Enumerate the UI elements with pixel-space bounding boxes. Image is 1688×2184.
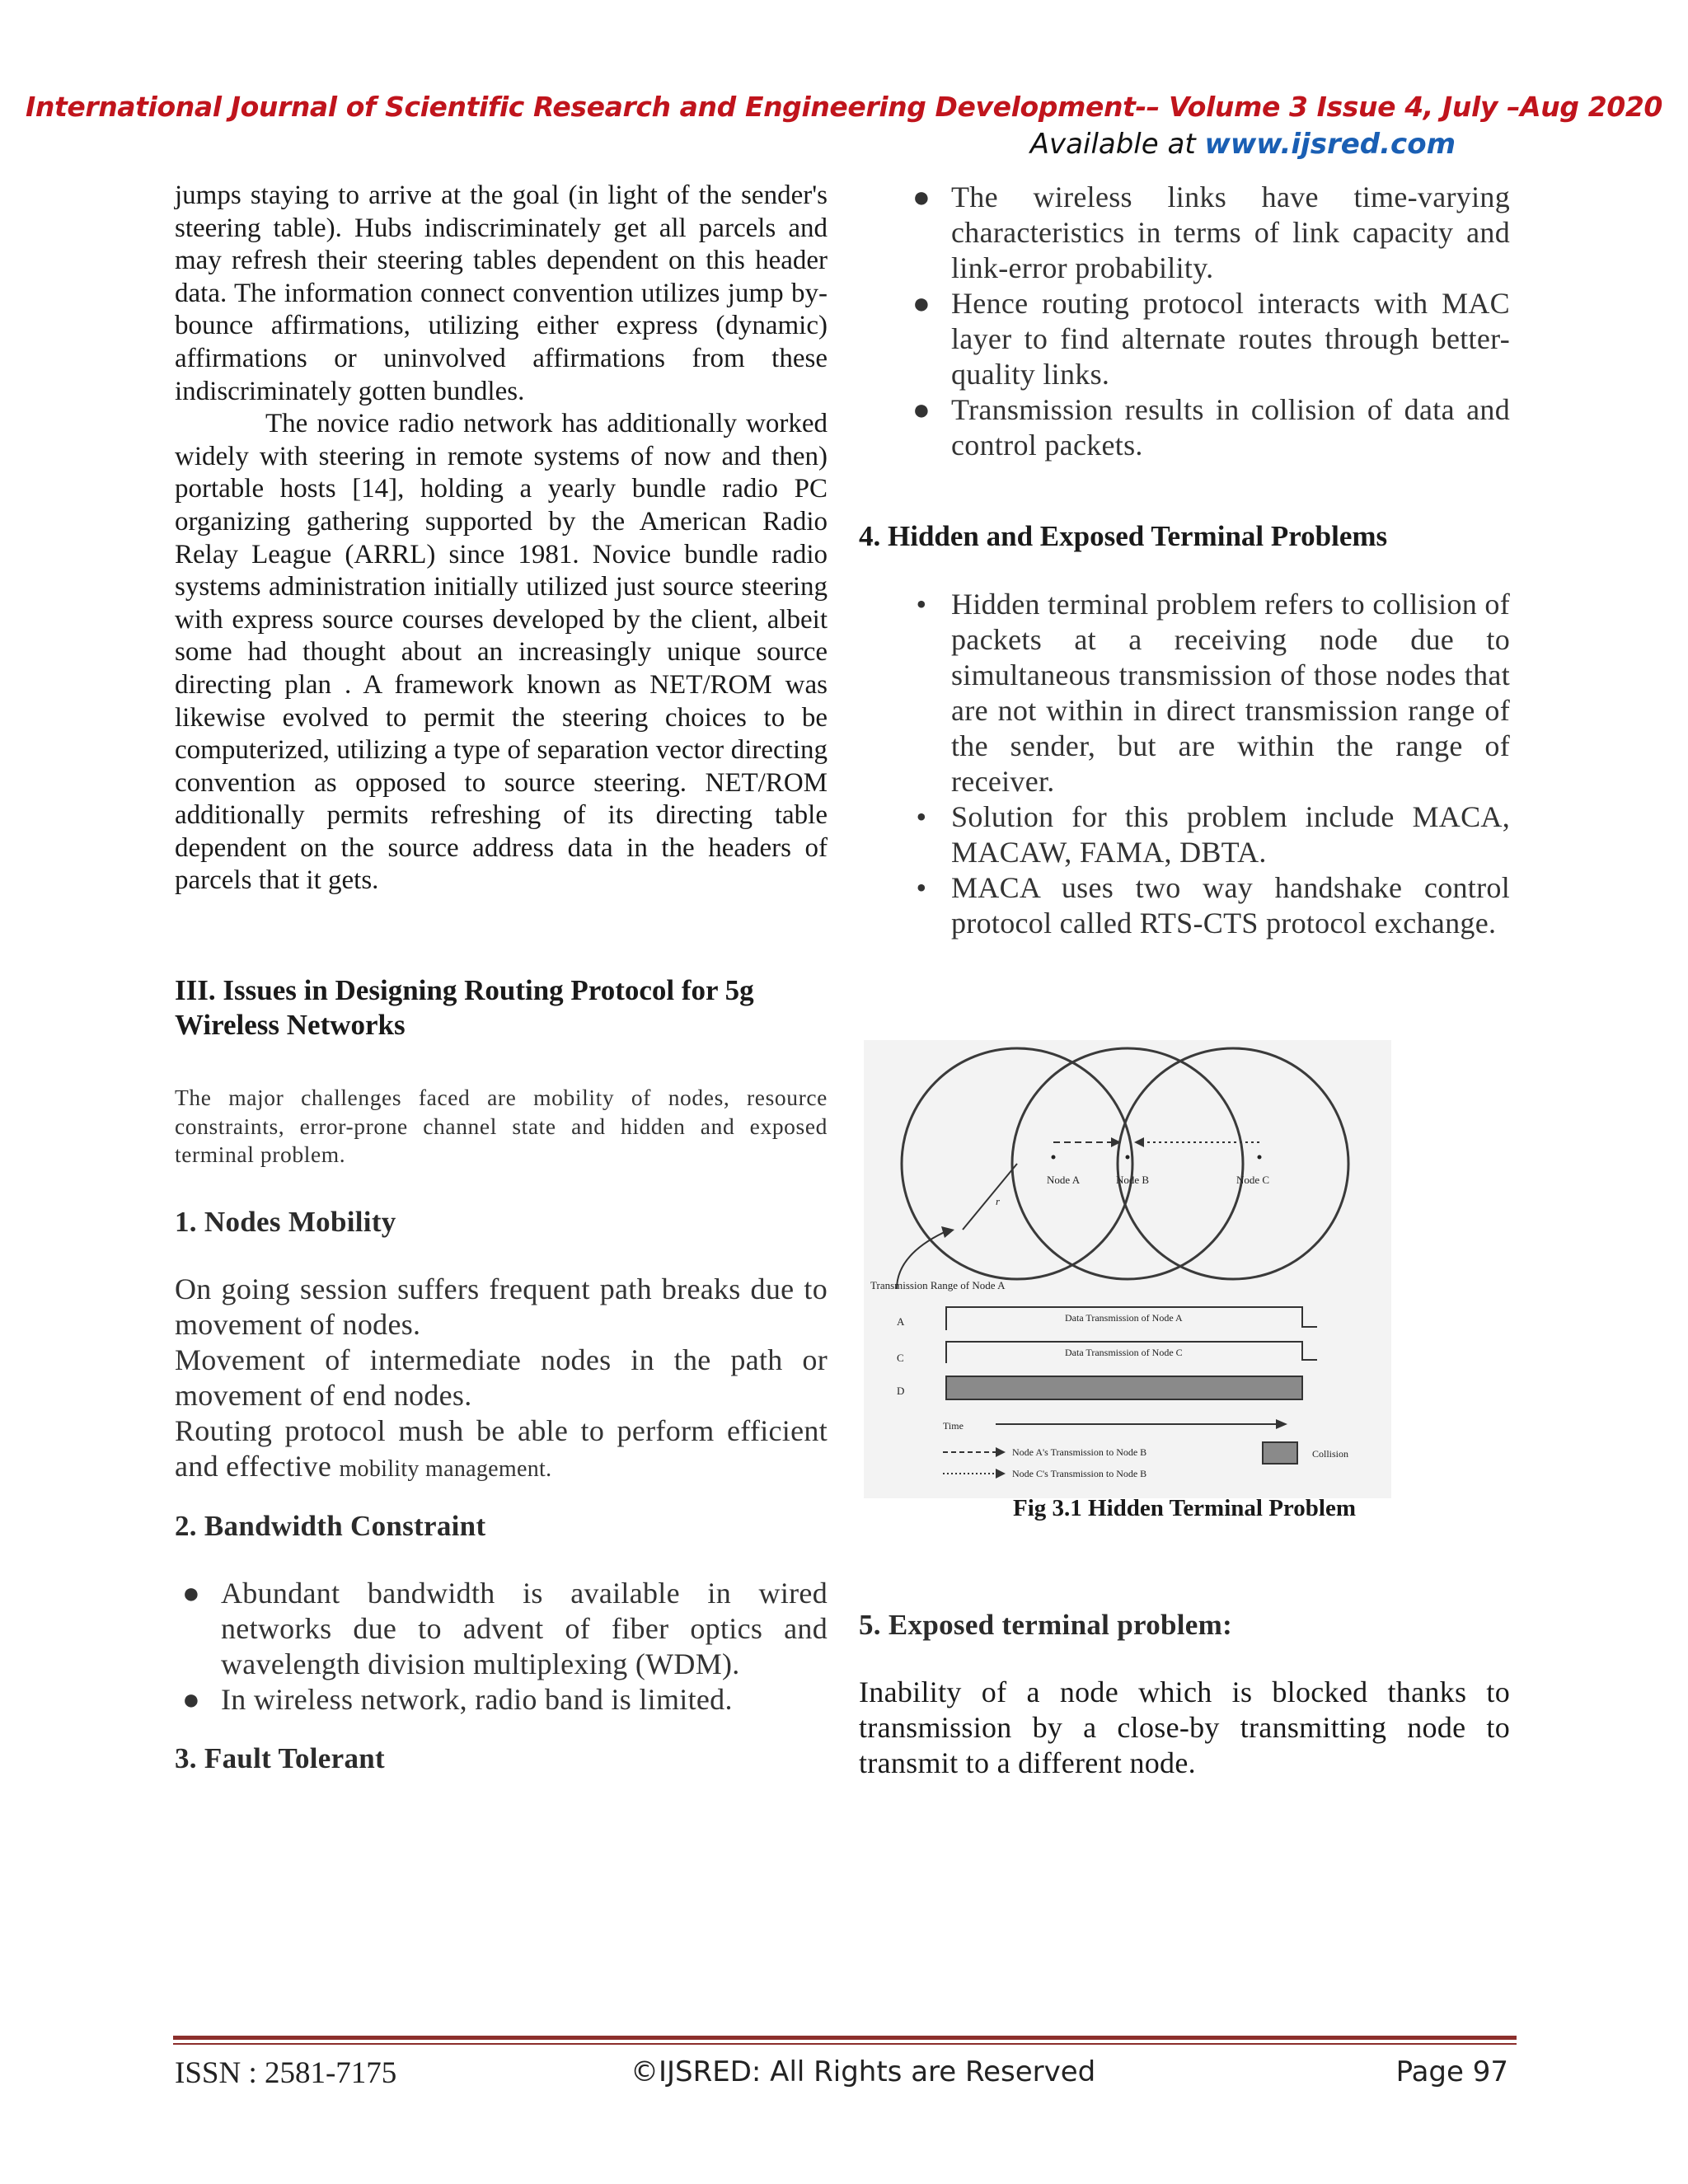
paragraph-1: jumps staying to arrive at the goal (in light of the sender's steering table). Hubs indiscriminately get all parcels and may refresh their steering tables dependent on this header data. The information connect convention utilizes jump by-bounce affirmations, utilizing either express (dynamic) affirmations or uninvolved affirmations from these indiscriminately gotten bundles. — [175, 180, 828, 406]
radius-label: r — [996, 1195, 1001, 1207]
node-c-dot — [1258, 1155, 1262, 1160]
list-item: • Solution for this problem include MACA, MACAW, FAMA, DBTA. — [905, 799, 1510, 870]
available-prefix: Available at — [1029, 128, 1205, 161]
node-b-dot — [1126, 1155, 1130, 1160]
exposed-terminal-section — [859, 1609, 1510, 1781]
list-item: ● Hence routing protocol interacts with MAC layer to find alternate routes through better-quality links. — [905, 286, 1510, 392]
range-circle-b — [1012, 1048, 1243, 1279]
left-column — [175, 180, 828, 1775]
section-intro: The major challenges faced are mobility of nodes, resource constraints, error-prone channel state and hidden and exposed terminal problem. — [175, 1085, 828, 1168]
bullet-icon: ● — [912, 393, 931, 426]
list-item: • MACA uses two way handshake control protocol called RTS-CTS protocol exchange. — [905, 870, 1510, 941]
figure-caption: Fig 3.1 Hidden Terminal Problem — [1013, 1495, 1356, 1521]
legend-c-label: Node C's Transmission to Node B — [1012, 1468, 1147, 1479]
mobility-para-3a: Routing protocol mush be able to perform efficient and effective — [175, 1413, 828, 1483]
bandwidth-list — [175, 1576, 828, 1718]
time-label: Time — [943, 1420, 964, 1432]
paragraph-2-text: The novice radio network has additionally worked widely with steering in remote systems of now and then) portable hosts [14], holding a yearly bundle radio PC organizing gathering supported by the American Radio Relay League (ARRL) since 1981. Novice bundle radio systems administration initially utilized just source steering with express source courses developed by the client, albeit some had thought about an increasingly unique source directing plan . A framework known as NET/ROM was likewise evolved to permit the steering choices to be computerized, utilizing a type of separation vector directing convention as opposed to source steering. NET/ROM additionally permits refreshing of its directing table dependent on the source address data in the headers of parcels that it gets. — [175, 409, 828, 896]
bar-c-label: Data Transmission of Node C — [1065, 1347, 1183, 1358]
list-item: • Hidden terminal problem refers to collision of packets at a receiving node due to simultaneous transmission of those nodes that are not within in direct transmission range of the sender, but are within the range of receiver. — [905, 587, 1510, 799]
heading-fault-tolerant: 3. Fault Tolerant — [175, 1741, 385, 1774]
collision-bar — [946, 1376, 1302, 1399]
bullet-icon: • — [916, 871, 927, 904]
legend-collision-swatch — [1263, 1442, 1297, 1464]
bullet-icon: ● — [912, 180, 931, 213]
paragraph-2 — [175, 408, 828, 898]
exposed-terminal-para: Inability of a node which is blocked thanks to transmission by a close-by transmitting node to transmit to a different node. — [859, 1675, 1510, 1779]
bullet-icon: ● — [181, 1682, 201, 1716]
row-c-label: C — [897, 1352, 904, 1364]
node-a-dot — [1052, 1155, 1056, 1160]
journal-header: International Journal of Scientific Research and Engineering Development-– Volume 3 Issue 4, July –Aug 2020 — [26, 91, 1662, 123]
node-c-label: Node C — [1236, 1174, 1270, 1186]
availability-line — [1030, 128, 1456, 161]
list-item: ● Transmission results in collision of data and control packets. — [905, 392, 1510, 463]
range-label: Transmission Range of Node A — [870, 1279, 1006, 1291]
range-circle-c — [1118, 1048, 1348, 1279]
hidden-terminal-list — [859, 587, 1510, 941]
footer-page-number: Page 97 — [1395, 2055, 1508, 2088]
heading-exposed-terminal: 5. Exposed terminal problem: — [859, 1609, 1233, 1641]
section-title-issues: III. Issues in Designing Routing Protocol for 5g Wireless Networks — [175, 974, 754, 1042]
link-characteristics-list — [859, 180, 1510, 463]
legend-collision-label: Collision — [1312, 1448, 1349, 1460]
row-a-label: A — [897, 1315, 905, 1328]
bullet-icon: ● — [912, 287, 931, 320]
footer-rule — [173, 2036, 1517, 2040]
heading-hidden-exposed: 4. Hidden and Exposed Terminal Problems — [859, 520, 1388, 552]
bullet-icon: • — [916, 588, 927, 621]
mobility-para-3 — [175, 1413, 828, 1487]
mobility-para-1: On going session suffers frequent path breaks due to movement of nodes. — [175, 1272, 828, 1341]
heading-bandwidth: 2. Bandwidth Constraint — [175, 1509, 486, 1542]
bullet-icon: • — [916, 800, 927, 833]
mobility-para-2: Movement of intermediate nodes in the path or movement of end nodes. — [175, 1343, 828, 1412]
mobility-para-3b: mobility management. — [339, 1455, 552, 1482]
bullet-icon: ● — [181, 1576, 201, 1610]
heading-nodes-mobility: 1. Nodes Mobility — [175, 1205, 396, 1238]
legend-a-label: Node A's Transmission to Node B — [1012, 1446, 1147, 1458]
bar-a-label: Data Transmission of Node A — [1065, 1312, 1183, 1324]
node-b-label: Node B — [1116, 1174, 1150, 1186]
radius-line — [963, 1164, 1017, 1230]
row-d-label: D — [897, 1385, 905, 1397]
hidden-terminal-figure — [864, 1040, 1391, 1498]
right-column — [859, 180, 1510, 941]
footer-rights: ©IJSRED: All Rights are Reserved — [631, 2055, 1096, 2088]
journal-url-link[interactable]: www.ijsred.com — [1204, 128, 1456, 161]
node-a-label: Node A — [1047, 1174, 1081, 1186]
footer-rule-thin — [173, 2043, 1517, 2045]
list-item: ● In wireless network, radio band is limited. — [175, 1682, 828, 1718]
footer-issn: ISSN : 2581-7175 — [175, 2056, 397, 2090]
list-item: ● The wireless links have time-varying characteristics in terms of link capacity and link-error probability. — [905, 180, 1510, 286]
list-item: ● Abundant bandwidth is available in wired networks due to advent of fiber optics and wavelength division multiplexing (WDM). — [175, 1576, 828, 1682]
